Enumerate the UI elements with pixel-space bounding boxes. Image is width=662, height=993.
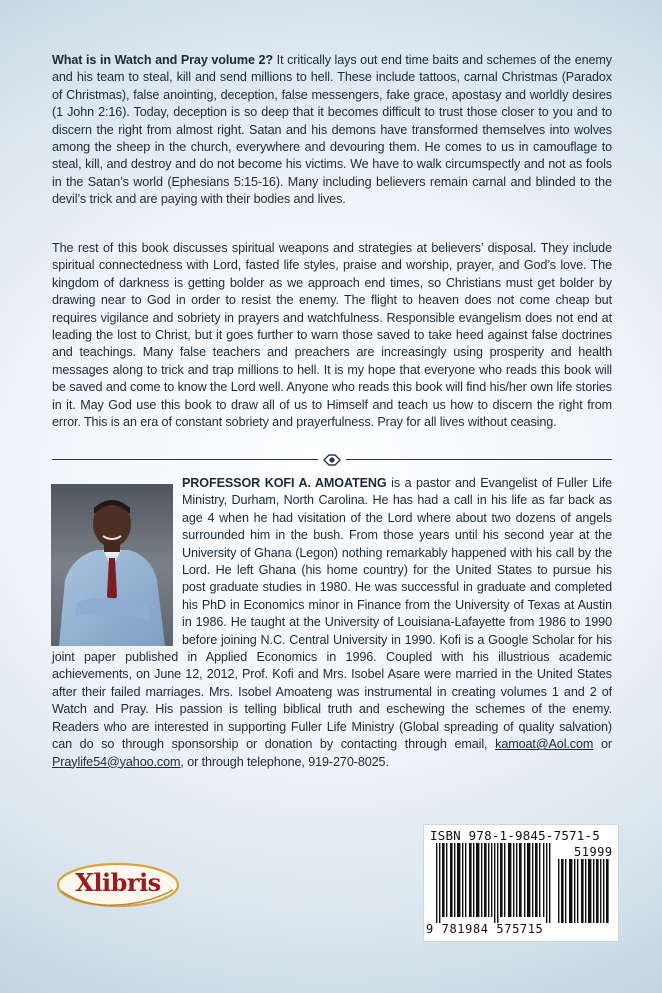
description-body: It critically lays out end time baits and schemes of the enemy and his team to steal, kill and send millions to hell. These include tattoos, carnal Christmas (Paradox of Christmas), false anointing, deception, false messengers, fake grace, apostasy and worldly desires (1 John 2:16). Today, deception is so deep that it becomes difficult to trust those closer to you and to discern the right from almost right. Satan and his demons have transformed themselves into wolves among the sheep in the church, everywhere and devouring them. He comes to us in camouflage to steal, kill, and destroy and do not become his victims. We have to walk circumspectly and not as fools in the Satan’s world (Ephesians 5:15-16). Many including believers remain carnal and blinded to the devil’s trick and are paying with their bodies and lives.: [52, 53, 612, 207]
email-link-yahoo[interactable]: Praylife54@yahoo.com: [52, 754, 181, 769]
isbn-label: ISBN 978-1-9845-7571-5: [430, 828, 600, 843]
publisher-logo-text: Xlibris: [75, 868, 161, 897]
description-lead: What is in Watch and Pray volume 2?: [52, 53, 274, 67]
divider-line-left: [52, 459, 318, 460]
bio-body: is a pastor and Evangelist of Fuller Life Ministry, Durham, North Carolina. He has had a call in his life as far back as age 4 when he had visitation of the Lord where about two dozens of angels surrounded him in the bush. From those years until his second year at the University of Ghana (Legon) nothing remarkably happened with his call by the Lord. He left Ghana (his home country) for the United States to pursue his post graduate studies in 1980. He was successful in graduate and completed his PhD in Economics minor in Finance from the University of Texas at Austin in 1986. He taught at the University of Louisiana-Lafayette from 1986 to 1990 before joining N.C. Central University in 1990. Kofi is a Google Scholar for his joint paper published in Applied Economics in 1996. Coupled with his illustrious academic achievements, on June 12, 2012, Prof. Kofi and Mrs. Isobel Asare were married in the United States after their failed marriages. Mrs. Isobel Amoateng was instrumental in creating volumes 1 and 2 of Watch and Pray. His passion is telling biblical truth and eschewing the schemes of the enemy. Readers who are interested in supporting Fuller Life Ministry (Global spreading of quality salvation) can do so through sponsorship or donation by contacting through email,: [52, 476, 612, 752]
isbn-barcode: [423, 824, 619, 942]
divider-line-right: [346, 459, 612, 460]
author-bio-text: [52, 475, 612, 771]
xlibris-logo: [55, 860, 181, 910]
barcode-addon-number: 51999: [574, 845, 613, 859]
bio-or: or: [593, 737, 612, 752]
bio-tail: , or through telephone, 919-270-8025.: [180, 754, 389, 769]
ean-number: 9 781984 575715: [426, 922, 544, 936]
email-link-aol[interactable]: kamoat@Aol.com: [495, 737, 594, 752]
description-paragraph-1: [52, 52, 612, 209]
ornament-divider-icon: [322, 452, 342, 468]
author-bio: [52, 475, 612, 805]
section-divider: [52, 455, 612, 465]
description-paragraph-2: The rest of this book discusses spiritual weapons and strategies at believers’ disposal. They include spiritual connectedness with Lord, fasted life styles, praise and worship, prayer, and God’s love. The kingdom of darkness is getting bolder as we approach end times, so Christians must get bolder by drawing near to God in order to resist the enemy. The flight to heaven does not come cheap but requires vigilance and sobriety in prayers and watchfulness. Responsible evangelism does not end at leading the lost to Christ, but it goes further to warn those saved to take heed against false doctrines and teachings. Many false teachers and preachers are increasingly using prosperity and health messages along to trick and trap millions to hell. It is my hope that everyone who reads this book will be saved and come to know the Lord well. Anyone who reads this book will find his/her own life stories in it. May God use this book to draw all of us to Himself and teach us how to discern the right from error. This is an era of constant sobriety and prayerfulness. Pray for all lives without ceasing.: [52, 241, 612, 430]
author-name: PROFESSOR KOFI A. AMOATENG: [182, 476, 387, 490]
